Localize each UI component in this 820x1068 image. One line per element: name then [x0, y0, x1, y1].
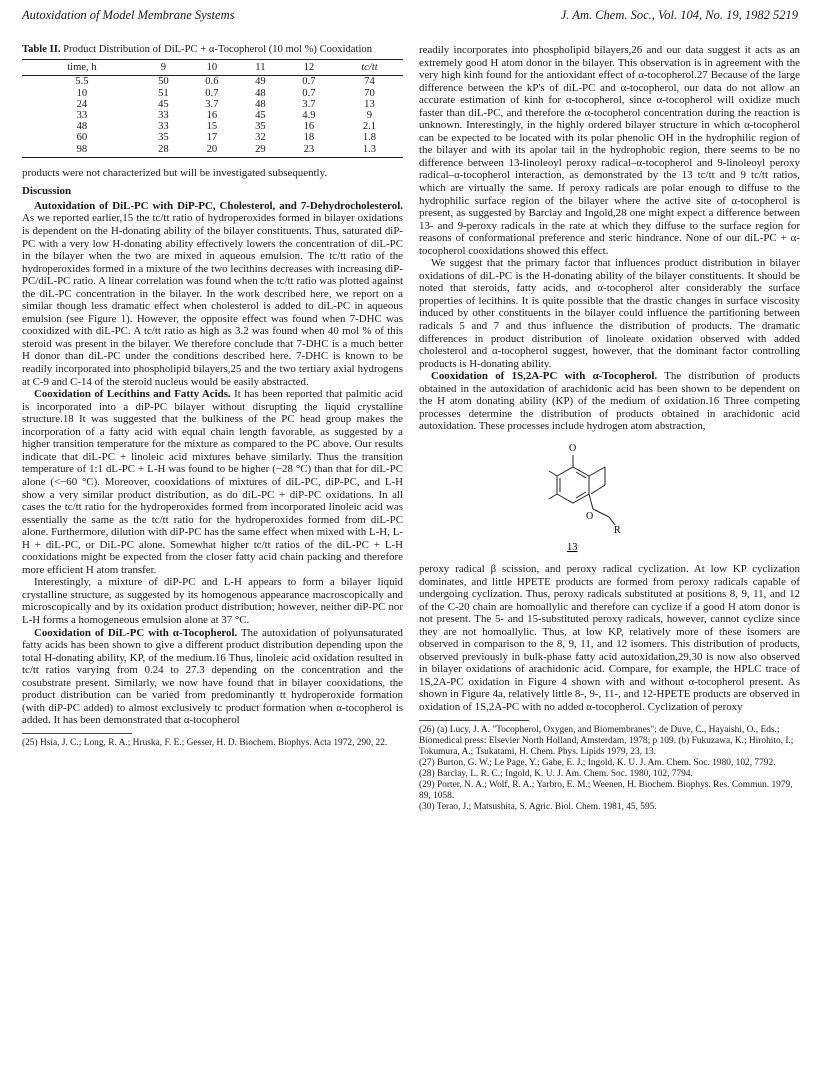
paragraph-tocopherol: [22, 627, 403, 727]
table-cell: 15: [206, 121, 218, 133]
section-text-arachidonic: The distribution of products obtained in the autoxidation of arachidonic acid has been shown to be dependent on the H atom donating ability (KP) of the medium of oxidation.16 Three competing processes determine the distribution of products obtained in arachidonic acid autoxidation. These processes include hydrogen atom abstraction,: [419, 370, 800, 433]
chemical-structure-13: [419, 437, 800, 557]
tocopheroxyl-structure-drawing: [419, 437, 800, 557]
footnote-30: (30) Terao, J.; Matsushita, S. Agric. Biol. Chem. 1981, 45, 595.: [419, 801, 657, 812]
table-cell: 1.3: [336, 144, 403, 158]
footnote-rule: [22, 733, 132, 734]
structure-r-group-label: R: [614, 524, 621, 536]
table-cell: 48: [255, 87, 266, 99]
product-distribution-table: [22, 59, 403, 158]
table-cell: 70: [364, 87, 375, 99]
table-cell: 0.7: [302, 87, 316, 99]
table-cell: 24: [76, 98, 88, 110]
paragraph-primary-factor: We suggest that the primary factor that influences product distribution in bilayer oxidations of diL-PC is the H-donating ability of the bilayer constituents. It should be noted that steroids, fatty acids, and α-tocopherol alter considerably the surface properties of lecithins. It is quite possible that the drastic changes in surface viscosity induced by other constituents in the bilayer could influence the partitioning between radicals 5 and 7 and thus influence the distribution of products. The dramatic differences in product distribution of linoleate oxidation observed with added cholesterol and α-tocopherol suggest, however, that the dominant factor controlling products is H-donating ability.: [419, 257, 800, 370]
footnote-rule-right: [419, 720, 529, 721]
table-cell: 5.5: [75, 76, 89, 88]
section-heading-tocopherol: Cooxidation of DiL-PC with α-Tocopherol.: [34, 626, 238, 639]
table-body: [22, 76, 403, 157]
discussion-heading: Discussion: [22, 185, 72, 198]
table-row: [22, 99, 403, 110]
table-cell: 50: [158, 76, 169, 88]
table-cell: 13: [364, 98, 375, 110]
table-row: [22, 144, 403, 158]
footnote-29: (29) Porter, N. A.; Wolf, R. A.; Yarbro, E. M.; Weenen, H. Biochem. Biophys. Res. Commun. 1979, 89, 1058.: [419, 779, 793, 801]
table-row: [22, 132, 403, 143]
footnote-25: (25) Hsia, J. C.; Long, R. A.; Hruska, F. E.; Gesser, H. D. Biochem. Biophys. Acta 1972, 290, 22.: [22, 737, 388, 748]
table-cell: 10: [76, 87, 88, 99]
table-cell: 35: [158, 132, 169, 144]
table-header-cell: 10: [185, 60, 239, 76]
table-cell: 3.7: [205, 98, 219, 110]
table-cell: 35: [255, 121, 266, 133]
section-heading-autoxidation: Autoxidation of DiL-PC with DiP-PC, Cholesterol, and 7-Dehydrocholesterol.: [34, 199, 403, 212]
structure-ring-oxygen-label: O: [586, 510, 594, 522]
table-cell: 33: [158, 121, 169, 133]
table-header-cell: time, h: [22, 60, 142, 76]
table-header-cell: 12: [282, 60, 336, 76]
footnote-27: (27) Burton, G. W.; Le Page, Y.; Gabe, E. J.; Ingold, K. U. J. Am. Chem. Soc. 1980, 102, 7792.: [419, 757, 776, 768]
table-header-cell: tc/tt: [336, 60, 403, 76]
table-cell: 0.6: [205, 76, 219, 88]
table-cell: 45: [158, 98, 169, 110]
footnote-28: (28) Barclay, L. R. C.; Ingold, K. U. J. Am. Chem. Soc. 1980, 102, 7794.: [419, 768, 693, 779]
table-cell: 16: [206, 110, 218, 122]
paragraph-cyclization: peroxy radical β scission, and peroxy radical cyclization. At low KP cyclization dominates, and little HPETE products are formed from peroxy radicals capable of undergoing cyclization. Thus, peroxy radicals substituted at positions 8, 9, 11, and 12 of the C-20 chain are homoallylic and therefore can cyclize if a good H atom donor is not present. The 5- and 15-substituted peroxy radicals, however, cannot cyclize since they are not homoallylic. Thus, at low KP, relatively more of these isomers are observed in comparison to the 8, 9, 11, and 12 isomers. This distribution of products, observed previously in bulk-phase fatty acid autoxidation,29,30 is now also observed in bilayer oxidations of arachidonic acid. Compare, for example, the HPLC trace of 1S,2A-PC oxidation in Figure 4 shown with and without α-tocopherol present. As shown in Figure 4a, relatively little 8-, 9-, 11-, and 12-HPETE products are observed in oxidation of 1S,2A-PC with no added α-tocopherol. Cyclization of peroxy: [419, 562, 800, 713]
section-heading-arachidonic: Cooxidation of 1S,2A-PC with α-Tocopherol.: [431, 370, 658, 383]
table-cell: 16: [303, 121, 315, 133]
section-text-tocopherol: The autoxidation of polyunsaturated fatty acids has been shown to give a different product distribution depending upon the total H-donating ability, KP, of the medium.16 Thus, linoleic acid oxidation resulted in tc/tt ratios varying from 0.24 to 27.3 depending on the concentration and the cosubstrate present. Similarly, we now have found that in bilayer cooxidations, the product distribution can be varied from predominantly tt hydroperoxide formation (with diP-PC added) to almost exclusively tc product formation when α-tocopherol is added. It has been demonstrated that α-tocopherol: [22, 626, 403, 727]
paragraph-products: products were not characterized but will be investigated subsequently.: [22, 166, 328, 179]
running-header: [22, 8, 798, 24]
table-cell: 74: [364, 76, 375, 88]
table-row: [22, 110, 403, 121]
journal-citation: J. Am. Chem. Soc., Vol. 104, No. 19, 1982 5219: [560, 8, 798, 22]
table-cell: 29: [239, 144, 282, 158]
table-cell: 48: [76, 121, 88, 133]
table-cell: 9: [366, 110, 373, 122]
structure-number-label: 13: [567, 541, 578, 553]
table-cell: 33: [158, 110, 169, 122]
table-header-cell: 11: [239, 60, 282, 76]
section-text-autoxidation: As we reported earlier,15 the tc/tt ratio of hydroperoxides formed in bilayer oxidations is dependent on the H-donating ability of the bilayer constituents. Thus, saturated diP-PC with a very low H-donating ability effectively lowers the concentration of diL-PC in the bilayer when the two are mixed in aqueous emulsion. The tc/tt ratio of the hydroperoxides formed in a mixture of the two lecithins decreases with increasing diP-PC/diL-PC ratio. A linear correlation was found when the tc/tt ratio was plotted against the diL-PC concentration in the bilayer. In the work described here, we report on a similar though less dramatic effect when cholesterol is added to diL-PC in aqueous emulsion (see Figure 1). However, the opposite effect was found when 7-DHC was cooxidized with diL-PC. A tc/tt ratio as high as 3.2 was found when 40 mol % of this steroid was present in the bilayer. We therefore conclude that 7-DHC is a much better H donor than diL-PC under the conditions described here. 7-DHC is known to be readily incorporated into phospholipid bilayers,25 and the two tertiary axial hydrogens at C-9 and C-14 of the steroid nucleus would be easily abstracted.: [22, 212, 403, 388]
table-cell: 45: [255, 110, 266, 122]
table-cell: 98: [22, 144, 142, 158]
structure-oxygen-label: O: [569, 442, 577, 454]
table-cell: 18: [303, 132, 315, 144]
paragraph-incorporation: readily incorporates into phospholipid bilayers,26 and our data suggest it acts as an extremely good H atom donor in the bilayer. This observation is in agreement with the very high kinh found for the antioxidant effect of α-tocopherol.27 Because of the large difference between the kP's of diL-PC and α-tocopherol, our data do not allow an accurate estimation of kinh for α-tocopherol, since α-tocopherol will oxidize much faster than diL-PC, and therefore the α-tocopherol concentration during the reaction is unknown. Interestingly, in the highly ordered bilayer structure in which α-tocopherol can be expected to be located with its polar phenolic OH in the hydrophilic region of the bilayer and with its apolar tail in the hydrophobic region, there seems to be no difference between 13-linoleoyl peroxy radical–α-tocopherol and 9-linoleoyl peroxy radical–α-tocopherol interaction, as demonstrated by the 13 tc/tt and 9 tc/tt ratios, which are virtually the same. If peroxy radicals are polar enough to diffuse to the hydrophilic surface region of the bilayer where the active site of α-tocopherol is present, as suggested by Barclay and Ingold,28 one might expect a difference between 13- and 9-peroxy radicals in the rate at which they diffuse to the surface region for reasons of conformational preference and steric hindrance. None of our diL-PC + α-tocopherol cooxidations showed this effect.: [419, 44, 800, 257]
table-cell: 60: [76, 132, 88, 144]
table-header-cell: 9: [142, 60, 185, 76]
paragraph-lecithins: [22, 388, 403, 576]
right-column: [419, 44, 800, 813]
table-cell: 51: [158, 87, 169, 99]
journal-section-title: Autoxidation of Model Membrane Systems: [22, 8, 235, 22]
table-cell: 3.7: [302, 98, 316, 110]
table-cell: 20: [185, 144, 239, 158]
table-cell: 32: [255, 132, 266, 144]
table-cell: 17: [206, 132, 218, 144]
table-caption: [22, 44, 403, 56]
table-cell: 23: [282, 144, 336, 158]
table-row: [22, 76, 403, 88]
table-cell: 49: [255, 76, 266, 88]
table-cell: 48: [255, 98, 266, 110]
table-cell: 0.7: [302, 76, 316, 88]
table-row: [22, 121, 403, 132]
section-text-lecithins: It has been reported that palmitic acid is incorporated into a diP-PC bilayer without disrupting the liquid crystalline structure.18 It was suggested that the bulkiness of the PC head group makes the incorporation of a fatty acid with equal chain length favorable, as suggested by a higher transition temperature for the mixture as compared to the PC above. Our results indicate that diL-PC + linoleic acid mixtures behave similarly. Thus the transition temperature of 1:1 dL-PC + L-H was found to be higher (−28 °C) than that for diL-PC alone (<−60 °C). Moreover, cooxidations of mixtures of diL-PC, diP-PC, and L-H show a very similar product distribution, as do diL-PC + diP-PC oxidations. In all cases the tc/tt ratio for the hydroperoxides formed from incorporated linoleic acid was essentially the same as the tc/tt ratio for the hydroperoxides formed from diL-PC alone. Furthermore, dilution with diP-PC has the same effect when mixed with L-H, L-H + diL-PC, or DiL-PC alone. Somewhat higher tc/tt ratios of the diL-PC + L-H cooxidations might be expected from the closer fatty acid chain packing and therefore more efficient H atom transfer.: [22, 388, 403, 576]
section-heading-lecithins: Cooxidation of Lecithins and Fatty Acids.: [34, 388, 231, 401]
table-caption-label: Table II.: [22, 44, 61, 55]
paragraph-bilayer: Interestingly, a mixture of diP-PC and L-H appears to form a bilayer liquid crystalline structure, as suggested by its homogenous appearance macroscopically and microscopically and by its oxidation product distribution; however, neither diP-PC nor L-H forms a homogeneous emulsion alone at 37 °C.: [22, 576, 403, 626]
table-header-row: [22, 60, 403, 76]
table-cell: 33: [76, 110, 88, 122]
footnote-26: (26) (a) Lucy, J. A. "Tocopherol, Oxygen, and Biomembranes"; de Duve, C., Hayaishi, O., Eds.; Biomedical press: Elsevier North Holland, Amsterdam, 1978; p 109. (b) Fukuzawa, K.; Hirohito, I.; Tokumura, A.; Tsukatami, H. Chem. Phys. Lipids 1979, 23, 13.: [419, 724, 794, 757]
table-cell: 4.9: [302, 110, 316, 122]
table-cell: 1.8: [362, 132, 377, 144]
table-caption-text: Product Distribution of DiL-PC + α-Tocopherol (10 mol %) Cooxidation: [63, 44, 372, 55]
table-cell: 2.1: [362, 121, 377, 133]
table-row: [22, 88, 403, 99]
table-cell: 28: [142, 144, 185, 158]
paragraph-arachidonic: [419, 370, 800, 433]
left-column: [22, 44, 403, 749]
table-cell: 0.7: [205, 87, 219, 99]
paragraph-autoxidation: [22, 200, 403, 388]
